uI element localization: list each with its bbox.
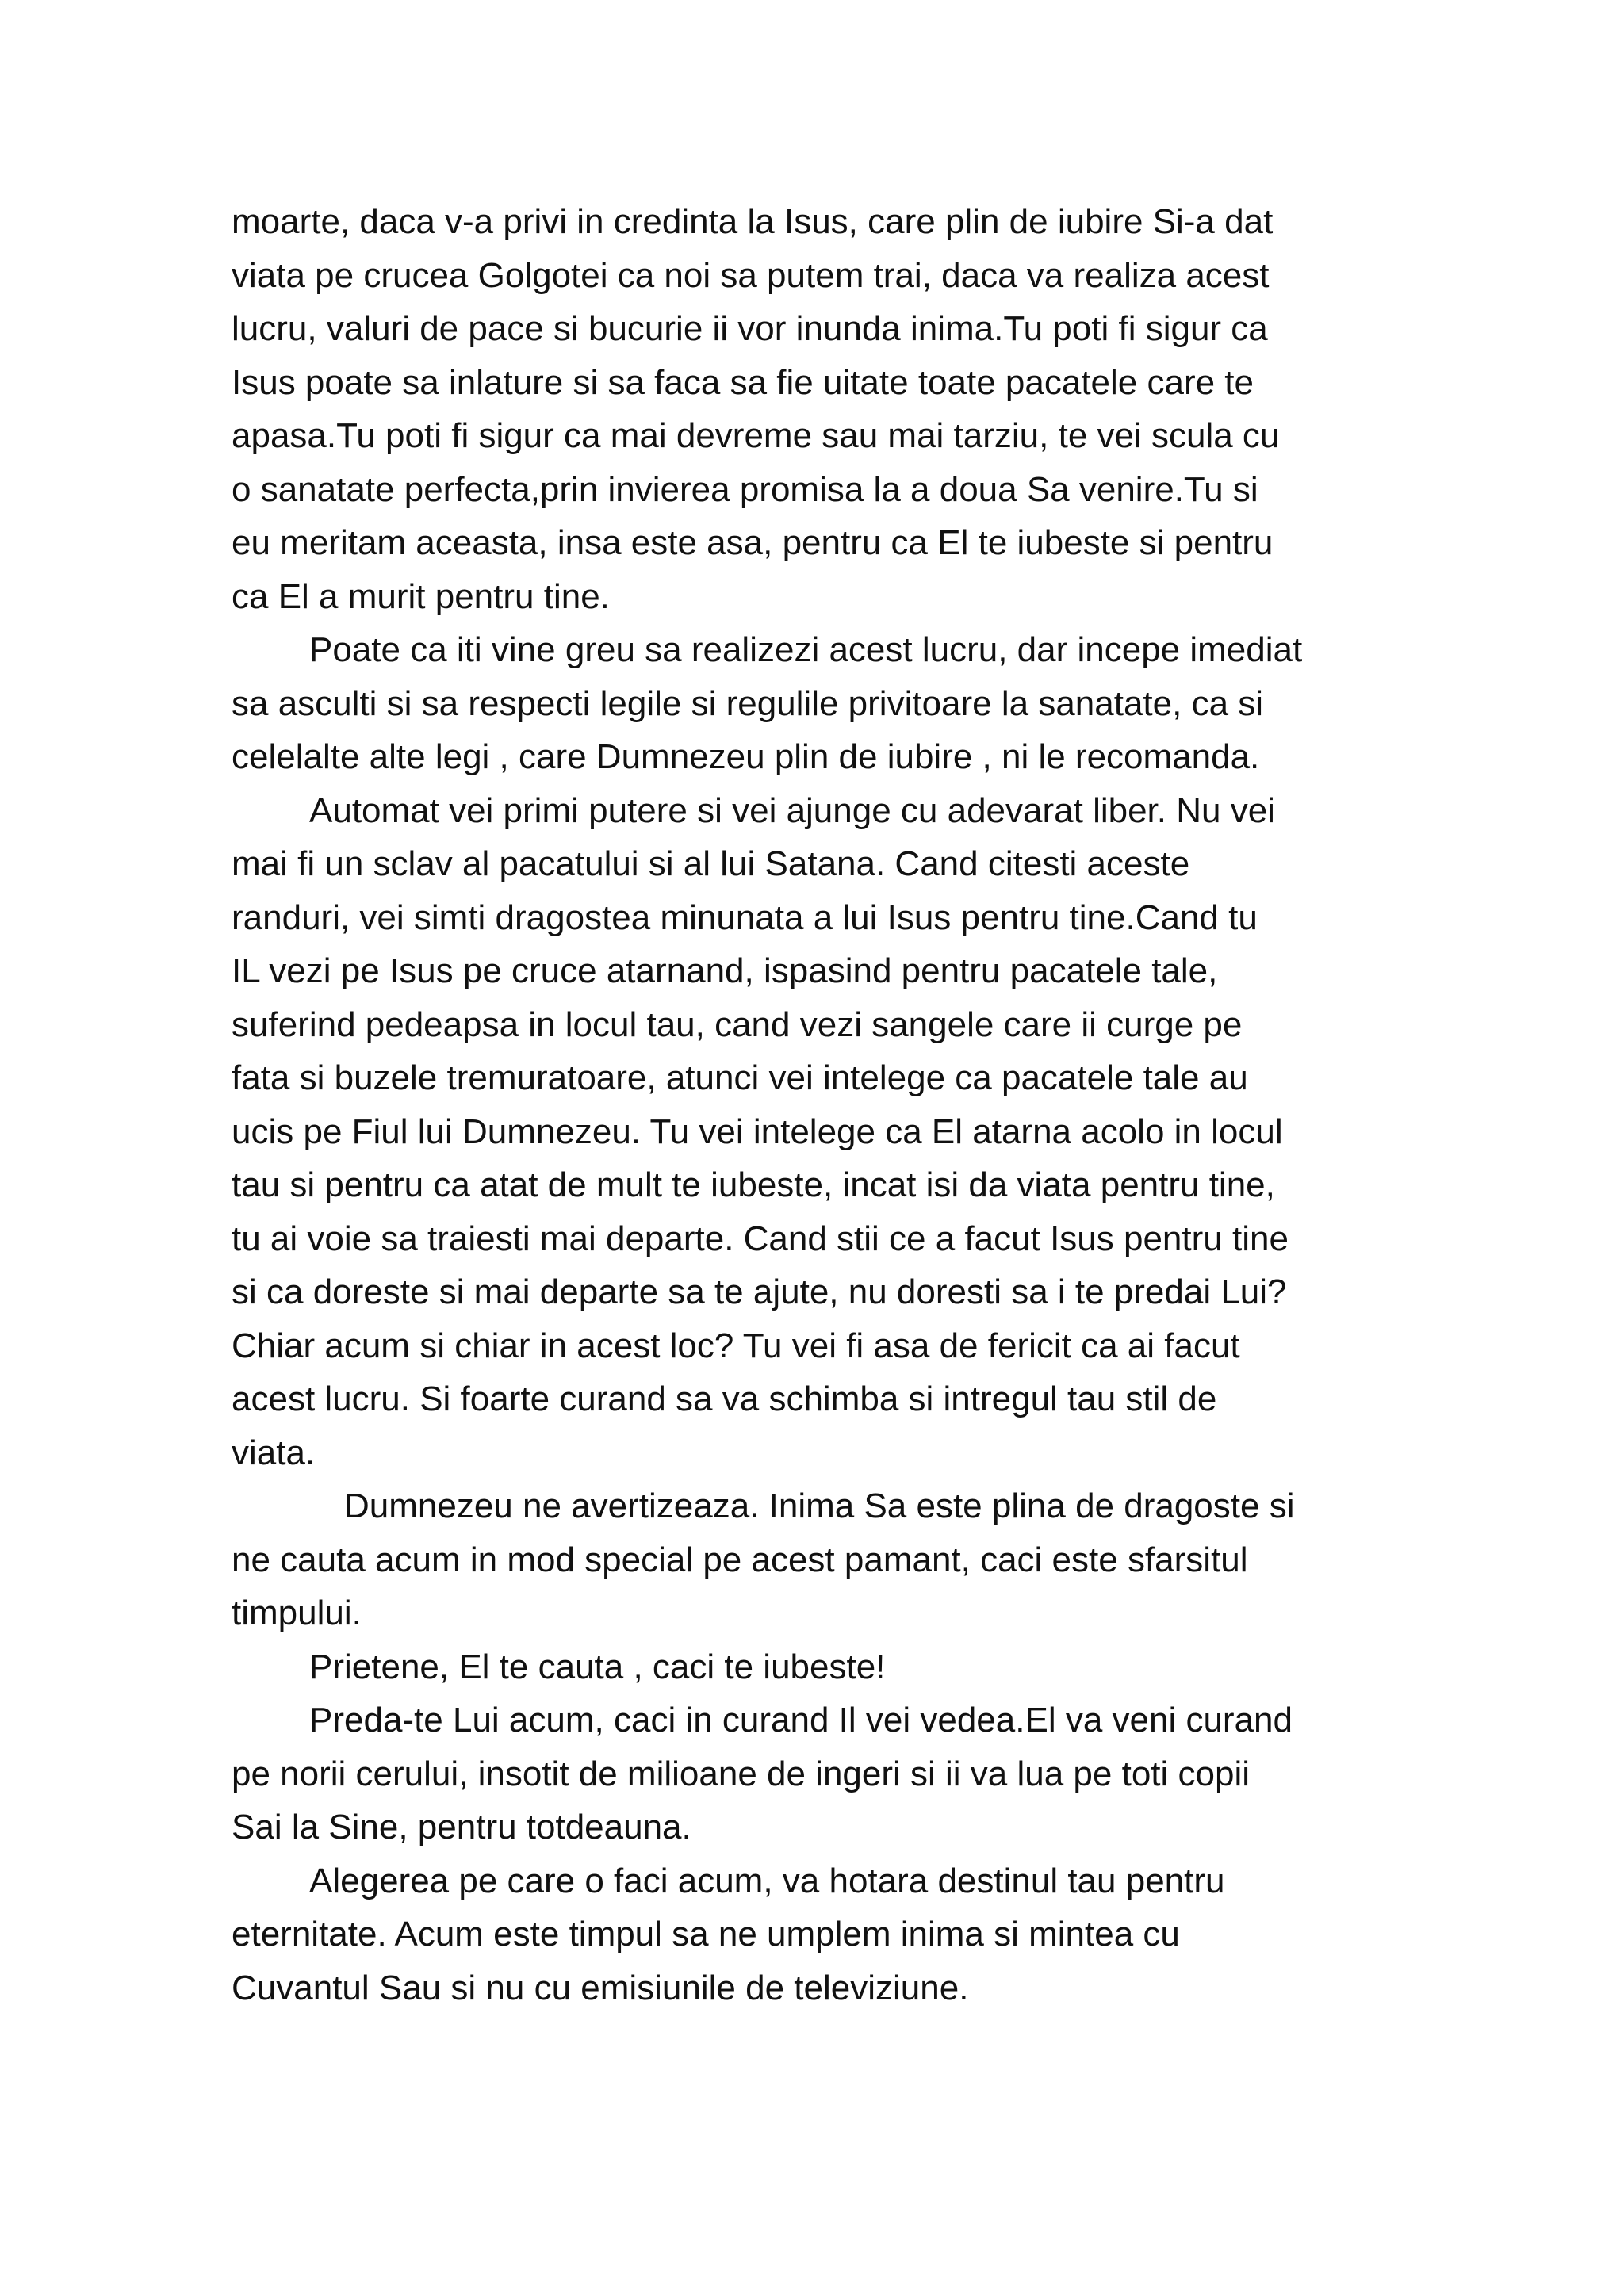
- text-line: eu meritam aceasta, insa este asa, pentru ca El te iubeste si pentru: [232, 523, 1274, 562]
- text-line: fata si buzele tremuratoare, atunci vei intelege ca pacatele tale au: [232, 1058, 1248, 1097]
- text-line: Isus poate sa inlature si sa faca sa fie uitate toate pacatele care te: [232, 362, 1254, 402]
- paragraph-first-line: Alegerea pe care o faci acum, va hotara destinul tau pentru: [309, 1861, 1225, 1900]
- text-line: tu ai voie sa traiesti mai departe. Cand stii ce a facut Isus pentru tine: [232, 1219, 1289, 1258]
- text-line: eternitate. Acum este timpul sa ne umplem inima si mintea cu: [232, 1915, 1180, 1954]
- paragraph-first-line: Automat vei primi putere si vei ajunge cu adevarat liber. Nu vei: [309, 790, 1275, 830]
- text-line: ne cauta acum in mod special pe acest pamant, caci este sfarsitul: [232, 1540, 1248, 1579]
- text-line: IL vezi pe Isus pe cruce atarnand, ispasind pentru pacatele tale,: [232, 951, 1218, 990]
- text-line: viata pe crucea Golgotei ca noi sa putem trai, daca va realiza acest: [232, 255, 1270, 295]
- text-line: timpului.: [232, 1594, 362, 1632]
- text-line: sa asculti si sa respecti legile si regulile privitoare la sanatate, ca si: [232, 683, 1264, 723]
- text-line: moarte, daca v-a privi in credinta la Isus, care plin de iubire Si-a dat: [232, 202, 1274, 241]
- text-line: celelalte alte legi , care Dumnezeu plin de iubire , ni le recomanda.: [232, 737, 1260, 776]
- text-line: lucru, valuri de pace si bucurie ii vor inunda inima.Tu poti fi sigur ca: [232, 309, 1268, 348]
- text-line: ca El a murit pentru tine.: [232, 576, 610, 616]
- text-line: randuri, vei simti dragostea minunata a lui Isus pentru tine.Cand tu: [232, 897, 1258, 937]
- text-line: si ca doreste si mai departe sa te ajute, nu doresti sa i te predai Lui?: [232, 1272, 1287, 1311]
- text-line: ucis pe Fiul lui Dumnezeu. Tu vei intelege ca El atarna acolo in locul: [232, 1112, 1283, 1151]
- text-line: viata.: [232, 1433, 316, 1472]
- text-line: mai fi un sclav al pacatului si al lui Satana. Cand citesti aceste: [232, 844, 1190, 883]
- text-line: suferind pedeapsa in locul tau, cand vezi sangele care ii curge pe: [232, 1004, 1243, 1044]
- text-line: pe norii cerului, insotit de milioane de ingeri si ii va lua pe toti copii: [232, 1754, 1251, 1793]
- paragraph-first-line: Poate ca iti vine greu sa realizezi acest lucru, dar incepe imediat: [309, 630, 1303, 669]
- text-line: Chiar acum si chiar in acest loc? Tu vei fi asa de fericit ca ai facut: [232, 1326, 1240, 1365]
- paragraph-first-line: Prietene, El te cauta , caci te iubeste!: [309, 1647, 886, 1686]
- text-line: tau si pentru ca atat de mult te iubeste, incat isi da viata pentru tine,: [232, 1165, 1275, 1204]
- text-line: Cuvantul Sau si nu cu emisiunile de televiziune.: [232, 1968, 969, 2007]
- text-line: o sanatate perfecta,prin invierea promisa la a doua Sa venire.Tu si: [232, 469, 1258, 509]
- text-line: apasa.Tu poti fi sigur ca mai devreme sau mai tarziu, te vei scula cu: [232, 416, 1280, 455]
- text-line: Sai la Sine, pentru totdeauna.: [232, 1808, 691, 1846]
- text-line: acest lucru. Si foarte curand sa va schimba si intregul tau stil de: [232, 1380, 1217, 1418]
- body-text: [232, 195, 1469, 2015]
- paragraph-first-line: Dumnezeu ne avertizeaza. Inima Sa este plina de dragoste si: [344, 1487, 1295, 1525]
- paragraph-first-line: Preda-te Lui acum, caci in curand Il vei vedea.El va veni curand: [309, 1701, 1293, 1739]
